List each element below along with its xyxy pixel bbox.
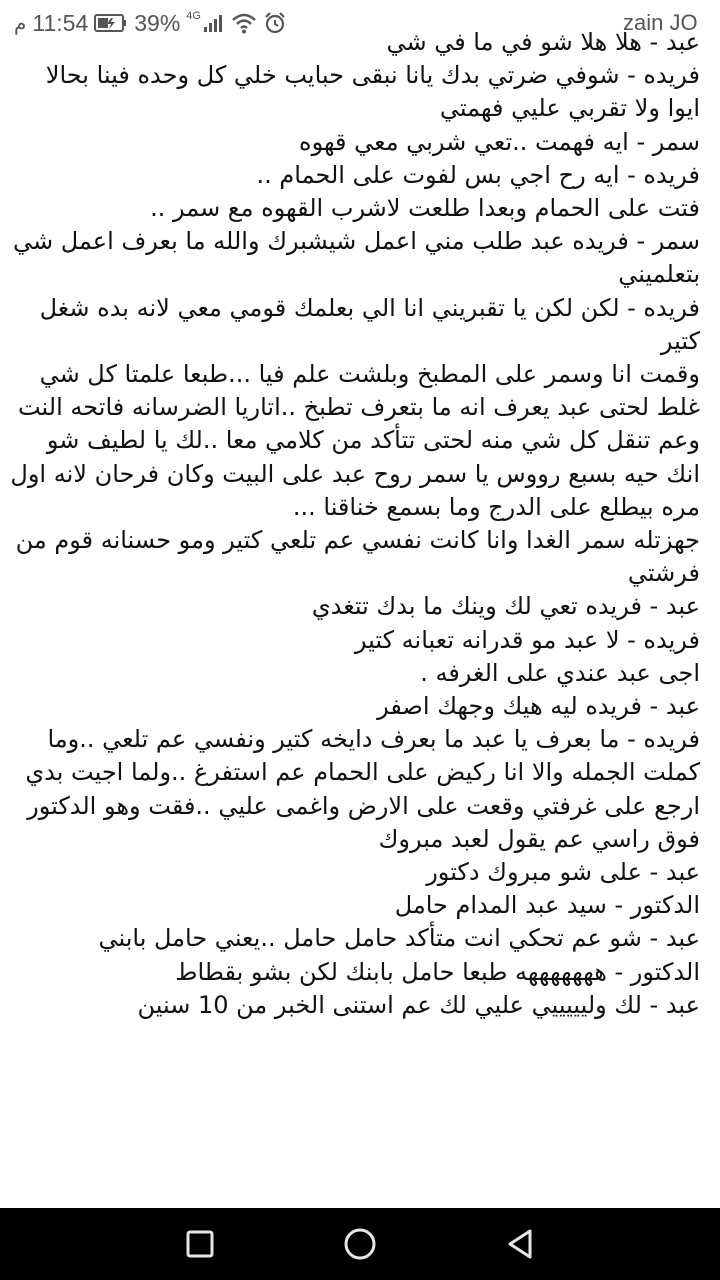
- network-type: 4G: [186, 10, 201, 22]
- story-content[interactable]: [0, 28, 720, 1208]
- home-circle-icon[interactable]: [342, 1226, 378, 1262]
- time-suffix: م: [14, 12, 27, 35]
- story-text: عبد - هلا هلا شو في ما في شي فريده - شوفي ضرتي بدك يانا نبقى حبايب خلي كل وحده فينا بحالا ايوا ولا تقربي عليي فهمتي سمر - ايه فهمت ..تعي شربي معي قهوه فريده - ايه رح اجي بس لفوت على الحمام .. فتت على الحمام وبعدا طلعت لاشرب القهوه مع سمر .. سمر - فريده عبد طلب مني اعمل شيشبرك والله ما بعرف اعمل شي بتعلميني فريده - لكن لكن يا تقبريني انا الي بعلمك قومي معي لانه بده شغل كتير وقمت انا وسمر على المطبخ وبلشت علم فيا ...طبعا علمتا كل شي غلط لحتى عبد يعرف انه ما بتعرف تطبخ ..اتاريا الضرسانه فاتحه النت وعم تنقل كل شي منه لحتى تتأكد من كلامي معا ..لك يا لطيف شو انك حيه بسبع رووس يا سمر روح عبد على البيت وكان فرحان لانه اول مره بيطلع على الدرج وما بسمع خناقنا ... جهزتله سمر الغدا وانا كانت نفسي عم تلعي كتير ومو حسنانه قوم من فرشتي عبد - فريده تعي لك وينك ما بدك تتغدي فريده - لا عبد مو قدرانه تعبانه كتير اجى عبد عندي على الغرفه . عبد - فريده ليه هيك وجهك اصفر فريده - ما بعرف يا عبد ما بعرف دايخه كتير ونفسي عم تلعي ..وما كملت الجمله والا انا ركيض على الحمام عم استفرغ ..ولما اجيت بدي ارجع على غرفتي وقعت على الارض واغمى عليي ..فقت وهو الدكتور فوق راسي عم يقول لعبد مبروك عبد - على شو مبروك دكتور الدكتور - سيد عبد المدام حامل عبد - شو عم تحكي انت متأكد حامل حامل ..يعني حامل بابني الدكتور - هههههههه طبعا حامل بابنك لكن بشو بقطاط عبد - لك وليييييي عليي لك عم استنى الخبر من 10 سنين: [10, 28, 700, 1019]
- battery-percent: 39%: [134, 9, 181, 36]
- back-triangle-icon[interactable]: [502, 1226, 538, 1262]
- carrier-name: zain JO: [623, 10, 698, 35]
- recents-square-icon[interactable]: [182, 1226, 218, 1262]
- navigation-bar: [0, 1208, 720, 1280]
- clock-time: 11:54: [32, 9, 89, 36]
